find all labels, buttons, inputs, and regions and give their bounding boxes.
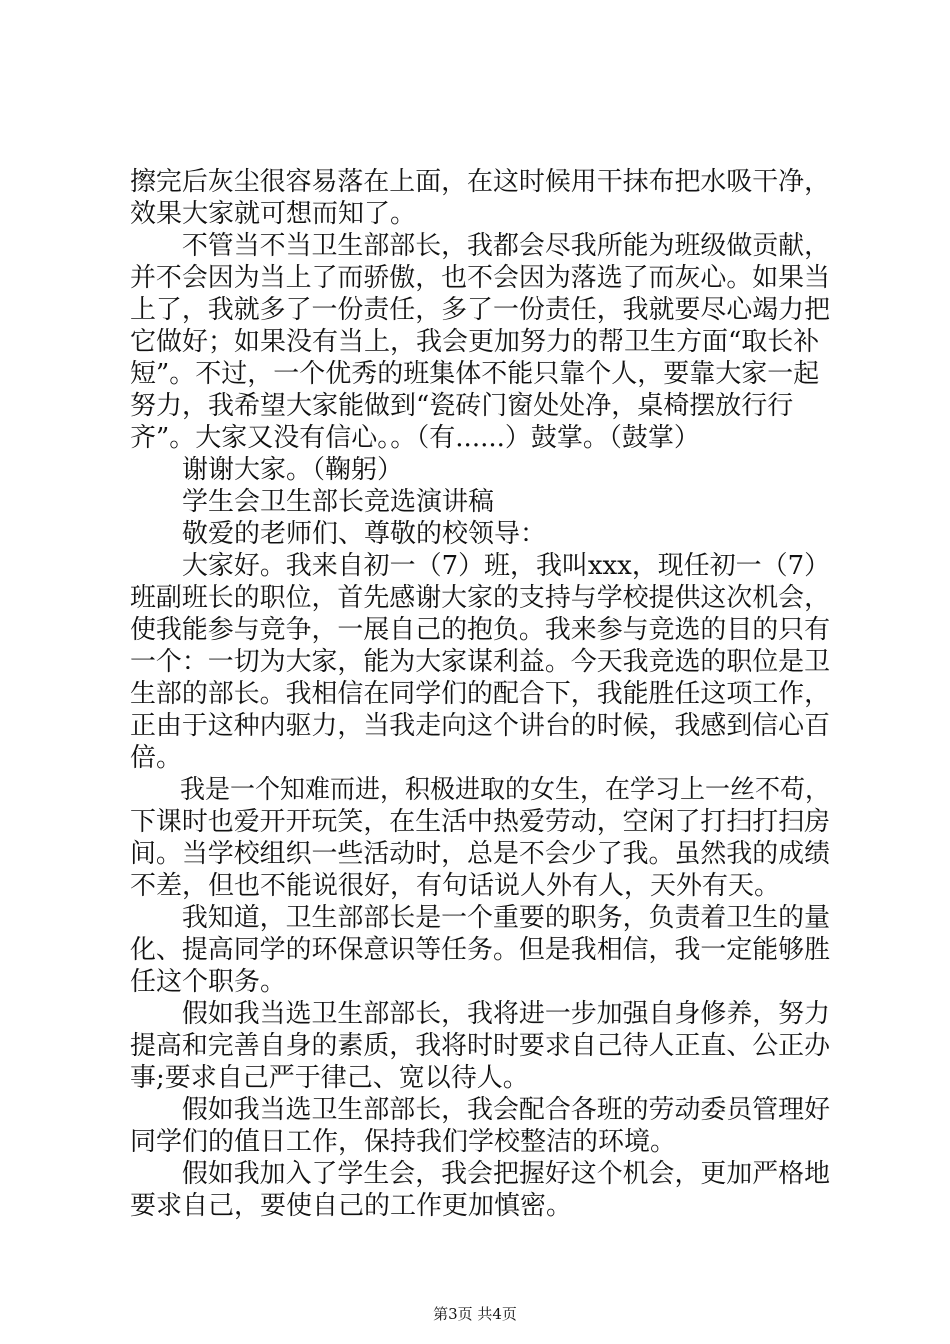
text-line: 谢谢大家。（鞠躬） <box>130 455 404 485</box>
text-line: 化、提高同学的环保意识等任务。但是我相信，我一定能够胜 <box>130 935 831 965</box>
document-body <box>130 166 830 1222</box>
text-line: 它做好；如果没有当上，我会更加努力的帮卫生方面“取长补 <box>130 327 820 357</box>
text-line: 下课时也爱开开玩笑，在生活中热爱劳动，空闲了打扫打扫房 <box>130 807 831 837</box>
text-line: 假如我当选卫生部部长，我会配合各班的劳动委员管理好 <box>130 1095 831 1125</box>
text-line: 提高和完善自身的素质，我将时时要求自己待人正直、公正办 <box>130 1031 831 1061</box>
text-line: 间。当学校组织一些活动时，总是不会少了我。虽然我的成绩 <box>130 839 831 869</box>
text-line: 敬爱的老师们、尊敬的校领导： <box>130 519 547 549</box>
text-line: 正由于这种内驱力，当我走向这个讲台的时候，我感到信心百 <box>130 711 831 741</box>
text-line: 我知道，卫生部部长是一个重要的职务，负责着卫生的量 <box>130 903 831 933</box>
text-line: 上了，我就多了一份责任，多了一份责任，我就要尽心竭力把 <box>130 295 831 325</box>
text-line: 使我能参与竞争，一展自己的抱负。我来参与竞选的目的只有 <box>130 615 831 645</box>
text-line: 努力，我希望大家能做到“瓷砖门窗处处净，桌椅摆放行行 <box>130 391 794 421</box>
text-line: 生部的部长。我相信在同学们的配合下，我能胜任这项工作， <box>130 679 831 709</box>
text-line: 一个：一切为大家，能为大家谋利益。今天我竞选的职位是卫 <box>130 647 831 677</box>
text-line: 不管当不当卫生部部长，我都会尽我所能为班级做贡献， <box>130 231 831 261</box>
text-line: 倍。 <box>130 743 183 773</box>
text-line: 假如我加入了学生会，我会把握好这个机会，更加严格地 <box>130 1159 831 1189</box>
text-line: 任这个职务。 <box>130 967 287 997</box>
text-line: 同学们的值日工作，保持我们学校整洁的环境。 <box>130 1127 677 1157</box>
text-line: 不差，但也不能说很好，有句话说人外有人，天外有天。 <box>130 871 781 901</box>
text-line: 学生会卫生部长竞选演讲稿 <box>130 487 495 517</box>
text-line: 大家好。我来自初一（7）班，我叫xxx，现任初一（7） <box>130 551 831 581</box>
page-footer: 第3页 共4页 <box>433 1305 517 1323</box>
text-line: 短”。不过，一个优秀的班集体不能只靠个人，要靠大家一起 <box>130 359 820 389</box>
text-line: 并不会因为当上了而骄傲，也不会因为落选了而灰心。如果当 <box>130 263 831 293</box>
text-line: 齐”。大家又没有信心。。（有......）鼓掌。（鼓掌） <box>130 423 700 453</box>
text-line: 我是一个知难而进，积极进取的女生，在学习上一丝不苟， <box>130 775 830 805</box>
text-line: 班副班长的职位，首先感谢大家的支持与学校提供这次机会， <box>130 583 831 613</box>
text-line: 擦完后灰尘很容易落在上面，在这时候用干抹布把水吸干净， <box>130 167 831 197</box>
text-line: 要求自己，要使自己的工作更加慎密。 <box>130 1191 573 1221</box>
text-line: 假如我当选卫生部部长，我将进一步加强自身修养，努力 <box>130 999 831 1029</box>
text-line: 事;要求自己严于律己、宽以待人。 <box>130 1063 529 1093</box>
text-line: 效果大家就可想而知了。 <box>130 199 417 229</box>
